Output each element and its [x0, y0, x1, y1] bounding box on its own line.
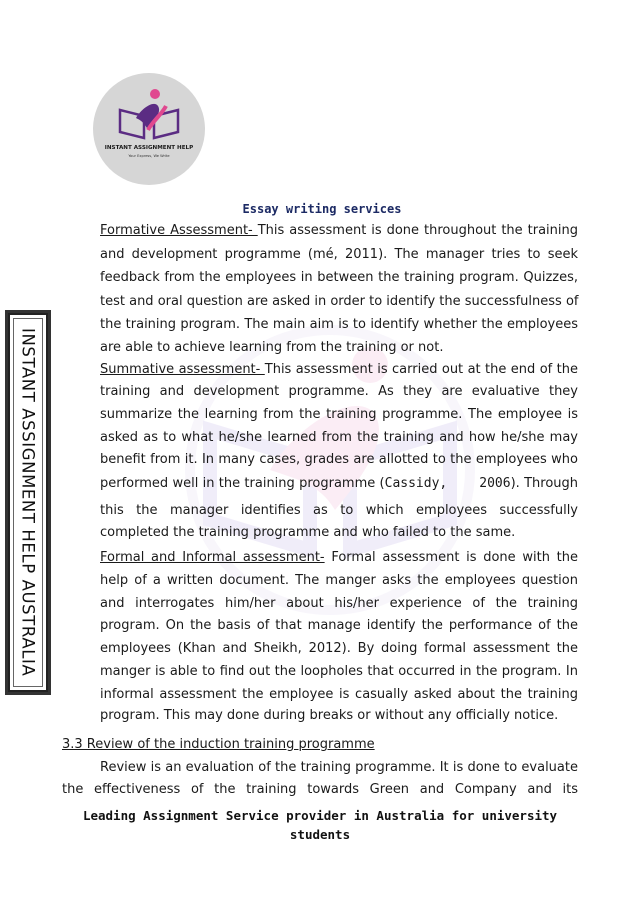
review-heading: 3.3 Review of the induction training programme: [62, 737, 375, 752]
summative-line-4: asked as to what he/she learned from the training and how he/she may: [100, 430, 578, 445]
formal-heading: Formal and Informal assessment-: [100, 550, 325, 565]
formal-line-5: employees (Khan and Sheikh, 2012). By doing formal assessment the: [100, 641, 578, 656]
formal-line-7: informal assessment the employee is casually asked about the training: [100, 687, 578, 702]
page-footer: [62, 806, 578, 844]
vertical-brand-text: INSTANT ASSIGNMENT HELP AUSTRALIA: [18, 328, 38, 677]
formative-line-1: Formative Assessment- This assessment is done throughout the training: [100, 223, 578, 238]
review-line-1: Review is an evaluation of the training programme. It is done to evaluate: [100, 760, 578, 775]
formal-line-6: manger is able to find out the loopholes that occurred in the program. In: [100, 664, 578, 679]
header-tag-text: Essay writing services: [242, 202, 402, 216]
vertical-brand-banner: [8, 313, 48, 692]
formal-line-2: help of a written document. The manger asks the employees question: [100, 573, 578, 588]
logo-tagline: Your Express, We Write: [128, 154, 170, 158]
summative-line-1: Summative assessment- This assessment is carried out at the end of the: [100, 362, 578, 377]
citation-cassidy: Cassidy, 2006: [384, 476, 511, 491]
formal-line-3: and interrogates him/her about his/her experience of the training: [100, 596, 578, 611]
instant-assignment-help-logo: [92, 72, 206, 186]
formative-line-5: the training program. The main aim is to identify whether the employees: [100, 317, 578, 332]
summative-line-6: performed well in the training programme (Cassidy, 2006). Through: [100, 476, 578, 491]
formal-line-4: program. On the basis of that manage identify the performance of the: [100, 618, 578, 633]
formal-line-8: program. This may done during breaks or without any officially notice.: [100, 708, 559, 723]
footer-line-1: Leading Assignment Service provider in Australia for university: [82, 808, 558, 823]
summative-line-8: completed the training programme and who failed to the same.: [100, 525, 516, 540]
essay-writing-services-header: [0, 202, 638, 216]
formal-line-1: Formal and Informal assessment- Formal assessment is done with the: [100, 550, 578, 565]
formative-line-4: test and oral question are asked in order to identify the successfulness of: [100, 294, 579, 309]
summative-line-2: training and development programme. As they are evaluative they: [100, 384, 578, 399]
logo-name: INSTANT ASSIGNMENT HELP: [104, 145, 194, 151]
summative-line-3: summarize the learning from the training programme. The employee is: [100, 407, 578, 422]
summative-heading: Summative assessment-: [100, 362, 265, 377]
summative-line-7: this the manager identifies as to which employees successfully: [100, 503, 578, 518]
formative-line-6: are able to achieve learning from the training or not.: [100, 340, 444, 355]
formative-line-2: and development programme (mé, 2011). The manager tries to seek: [100, 247, 578, 262]
review-line-2: the effectiveness of the training towards Green and Company and its: [62, 782, 578, 797]
formative-heading: Formative Assessment-: [100, 223, 258, 238]
formative-line-3: feedback from the employees in between the training program. Quizzes,: [100, 270, 578, 285]
summative-line-5: benefit from it. In many cases, grades are allotted to the employees who: [100, 452, 578, 467]
footer-line-2: students: [289, 827, 351, 842]
